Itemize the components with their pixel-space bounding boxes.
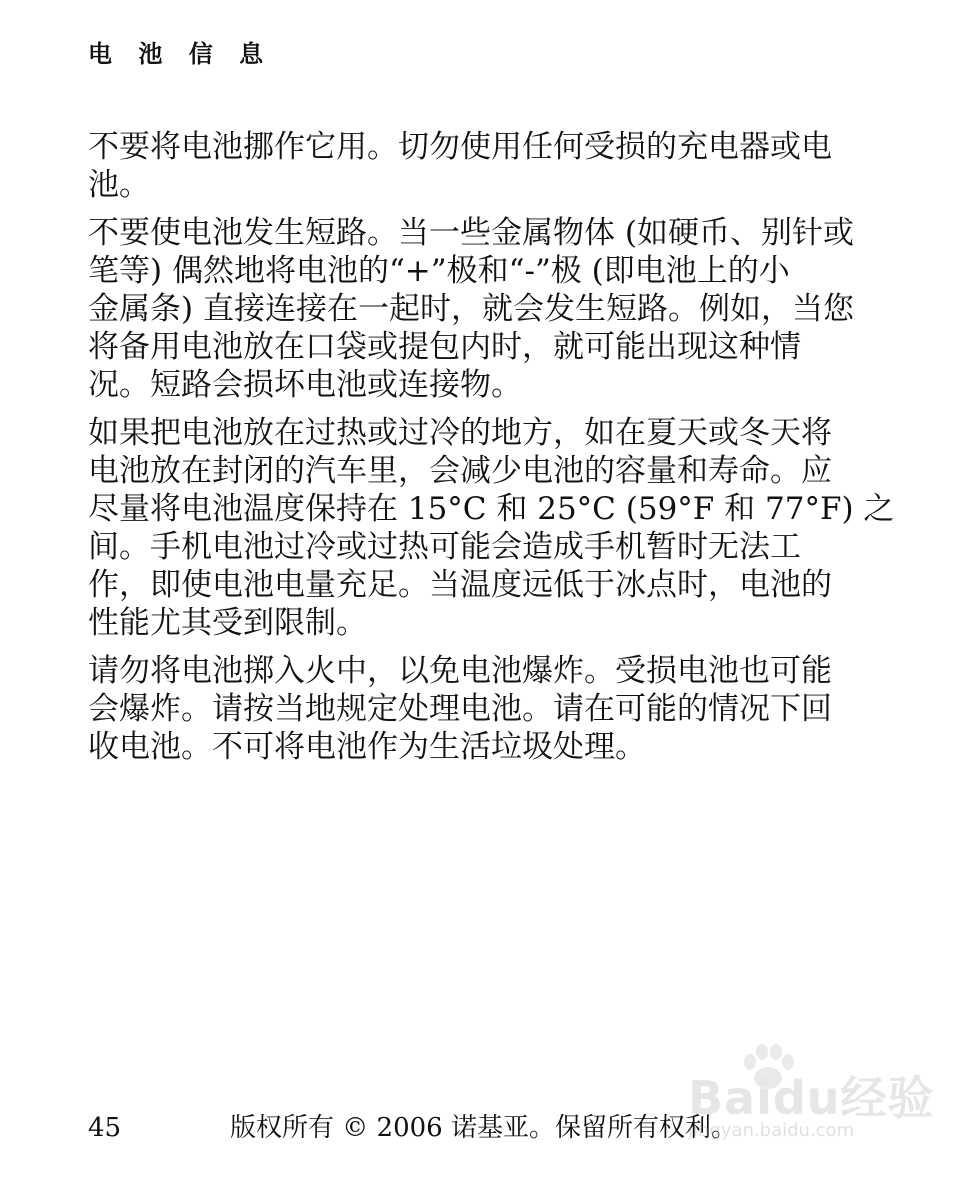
paragraph-3 xyxy=(88,414,895,642)
page-number: 45 xyxy=(88,1113,122,1143)
text-line: 况。短路会损坏电池或连接物。 xyxy=(88,367,522,403)
text-line: 请勿将电池掷入火中，以免电池爆炸。受损电池也可能 xyxy=(88,653,832,689)
text-line: 尽量将电池温度保持在 15°C 和 25°C (59°F 和 77°F) 之 xyxy=(88,491,895,527)
text-line: 会爆炸。请按当地规定处理电池。请在可能的情况下回 xyxy=(88,691,832,727)
text-line: 金属条) 直接连接在一起时，就会发生短路。例如，当您 xyxy=(88,291,854,327)
watermark-url: jingyan.baidu.com xyxy=(688,1120,855,1141)
text-line: 笔等) 偶然地将电池的“+”极和“-”极 (即电池上的小 xyxy=(88,253,790,289)
text-line: 作，即使电池电量充足。当温度远低于冰点时，电池的 xyxy=(88,567,832,603)
text-line: 收电池。不可将电池作为生活垃圾处理。 xyxy=(88,729,646,765)
text-line: 性能尤其受到限制。 xyxy=(88,605,367,641)
paragraph-4 xyxy=(88,652,888,766)
text-line: 电池放在封闭的汽车里，会减少电池的容量和寿命。应 xyxy=(88,453,832,489)
paragraph-1 xyxy=(88,128,888,204)
paragraph-2 xyxy=(88,214,888,404)
text-line: 将备用电池放在口袋或提包内时，就可能出现这种情 xyxy=(88,329,801,365)
paw-icon xyxy=(738,1042,798,1094)
section-title: 电 池 信 息 xyxy=(88,40,273,68)
text-line: 池。 xyxy=(88,167,150,203)
copyright-notice: 版权所有 © 2006 诺基亚。保留所有权利。 xyxy=(230,1113,737,1143)
text-line: 不要将电池挪作它用。切勿使用任何受损的充电器或电 xyxy=(88,129,832,165)
body-text xyxy=(88,128,895,776)
text-line: 不要使电池发生短路。当一些金属物体 (如硬币、别针或 xyxy=(88,215,854,251)
text-line: 如果把电池放在过热或过冷的地方，如在夏天或冬天将 xyxy=(88,415,832,451)
watermark-logo: Baidu经验 xyxy=(688,1071,935,1125)
text-line: 间。手机电池过冷或过热可能会造成手机暂时无法工 xyxy=(88,529,801,565)
